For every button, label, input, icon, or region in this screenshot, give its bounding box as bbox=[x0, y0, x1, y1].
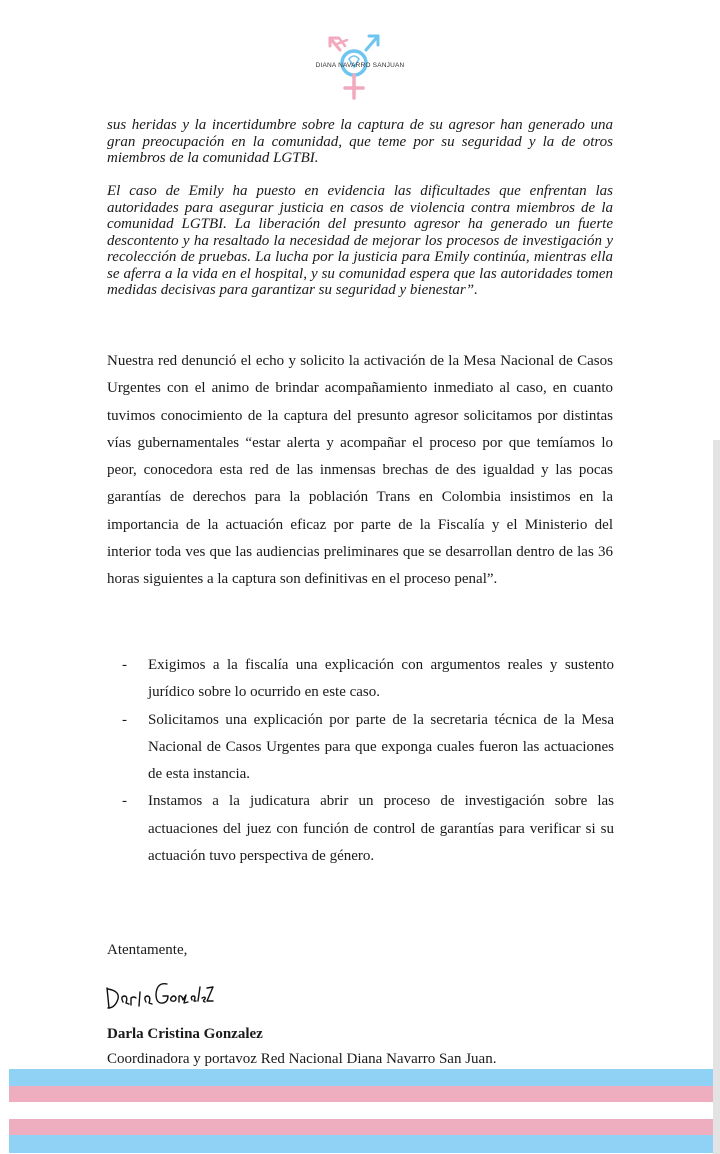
logo-organization-name: DIANA NAVARRO SANJUAN bbox=[315, 62, 405, 69]
list-item bbox=[122, 707, 614, 789]
demands-list bbox=[122, 652, 614, 870]
body-paragraph: Nuestra red denunció el echo y solicito la activación de la Mesa Nacional de Casos Urgentes con el animo de brindar acompañamiento inmediato al caso, en cuanto tuvimos conocimiento de la captura del presunto agresor solicitamos por distintas vías gubernamentales “estar alerta y acompañar el proceso por que temíamos lo peor, conocedora esta red de las inmensas brechas de des igualdad y las pocas garantías de derechos para la población Trans en Colombia insistimos en la importancia de la actuación eficaz por parte de la Fiscalía y el Ministerio del interior toda ves que las audiencias preliminares que se desarrollan dentro de las 36 horas siguientes a la captura son definitivas en el proceso penal”. bbox=[107, 353, 613, 588]
list-item-text: Solicitamos una explicación por parte de la secretaria técnica de la Mesa Nacional de Casos Urgentes para que exponga cuales fueron las actuaciones de esta instancia. bbox=[148, 711, 614, 783]
signer-name: Darla Cristina Gonzalez bbox=[107, 1026, 263, 1042]
list-item-text: Instamos a la judicatura abrir un proceso de investigación sobre las actuaciones del juez con función de control de garantías para verificar si su actuación tuvo perspectiva de género. bbox=[148, 793, 614, 865]
handwritten-signature bbox=[103, 972, 215, 1012]
scrollbar-track[interactable] bbox=[713, 440, 720, 1154]
footer-stripe-pink bbox=[9, 1119, 713, 1135]
footer-stripe-white bbox=[9, 1102, 713, 1119]
list-item bbox=[122, 652, 614, 707]
list-dash: - bbox=[122, 793, 127, 810]
quote-paragraph: sus heridas y la incertidumbre sobre la captura de su agresor han generado una gran preocupación en la comunidad, que teme por su seguridad y la de otros miembros de la comunidad LGTBI. bbox=[107, 117, 613, 166]
footer-stripe-pink bbox=[9, 1086, 713, 1102]
signer-role: Coordinadora y portavoz Red Nacional Diana Navarro San Juan. bbox=[107, 1051, 497, 1067]
list-item-text: Exigimos a la fiscalía una explicación con argumentos reales y sustento jurídico sobre lo ocurrido en este caso. bbox=[148, 657, 614, 701]
list-item bbox=[122, 788, 614, 870]
footer-stripe-blue bbox=[9, 1135, 713, 1153]
list-dash: - bbox=[122, 711, 127, 728]
footer-stripe-blue bbox=[9, 1069, 713, 1086]
quote-paragraph: El caso de Emily ha puesto en evidencia las dificultades que enfrentan las autoridades para asegurar justicia en casos de violencia contra miembros de la comunidad LGTBI. La liberación del presunto agresor ha generado un fuerte descontento y ha resaltado la necesidad de mejorar los procesos de investigación y recolección de pruebas. La lucha por la justicia para Emily continúa, mientras ella se aferra a la vida en el hospital, y su comunidad espera que las autoridades tomen medidas decisivas para garantizar su seguridad y bienestar”. bbox=[107, 183, 613, 298]
list-dash: - bbox=[122, 657, 127, 673]
closing-salutation: Atentamente, bbox=[107, 942, 188, 958]
